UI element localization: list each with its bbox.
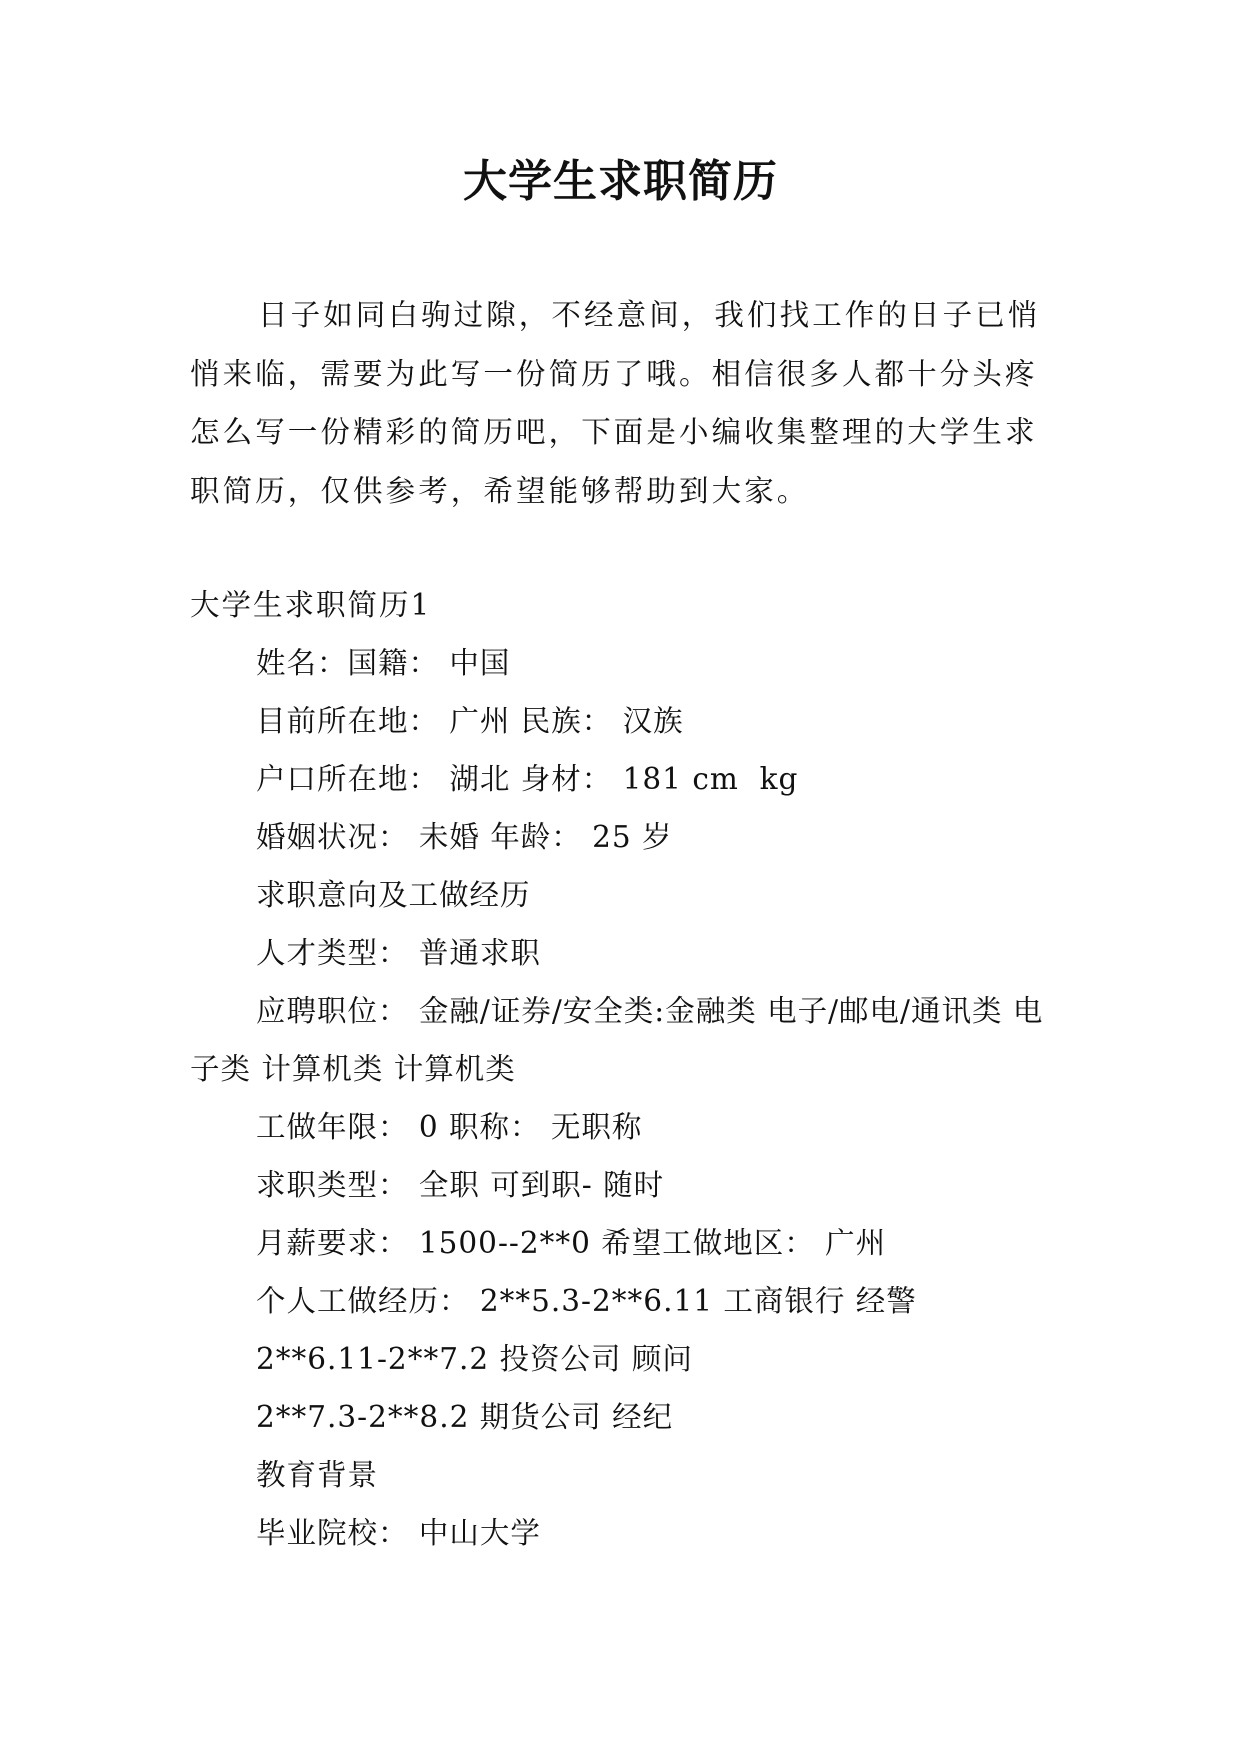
document-title: 大学生求职简历 xyxy=(463,156,778,207)
subheading-job-intent: 求职意向及工做经历 xyxy=(256,878,531,912)
section-heading: 大学生求职简历1 xyxy=(190,588,432,622)
field-work-history-1: 个人工做经历： 2**5.3-2**6.11 工商银行 经警 xyxy=(256,1284,917,1318)
field-years-title: 工做年限： 0 职称： 无职称 xyxy=(256,1110,643,1144)
field-salary-region: 月薪要求： 1500--2**0 希望工做地区： 广州 xyxy=(256,1226,887,1260)
field-positions: 应聘职位： 金融/证券/安全类:金融类 电子/邮电/通讯类 电子类 计算机类 计算机类 xyxy=(190,994,1044,1086)
field-name-nationality: 姓名：国籍： 中国 xyxy=(256,646,511,680)
field-hukou-height: 户口所在地： 湖北 身材： 181 cm kg xyxy=(256,762,799,796)
subheading-education: 教育背景 xyxy=(256,1458,379,1492)
field-talent-type: 人才类型： 普通求职 xyxy=(256,936,541,970)
field-school: 毕业院校： 中山大学 xyxy=(256,1516,541,1550)
field-location-ethnicity: 目前所在地： 广州 民族： 汉族 xyxy=(256,704,684,738)
resume-section xyxy=(190,576,1050,1562)
field-job-type: 求职类型： 全职 可到职- 随时 xyxy=(256,1168,665,1202)
intro-paragraph: 日子如同白驹过隙，不经意间，我们找工作的日子已悄悄来临，需要为此写一份简历了哦。相信很多人都十分头疼怎么写一份精彩的简历吧，下面是小编收集整理的大学生求职简历，仅供参考，希望能够帮助到大家。 xyxy=(190,298,1041,508)
field-marital-age: 婚姻状况： 未婚 年龄： 25 岁 xyxy=(256,820,673,854)
field-work-history-3: 2**7.3-2**8.2 期货公司 经纪 xyxy=(256,1400,674,1434)
field-work-history-2: 2**6.11-2**7.2 投资公司 顾问 xyxy=(256,1342,693,1376)
